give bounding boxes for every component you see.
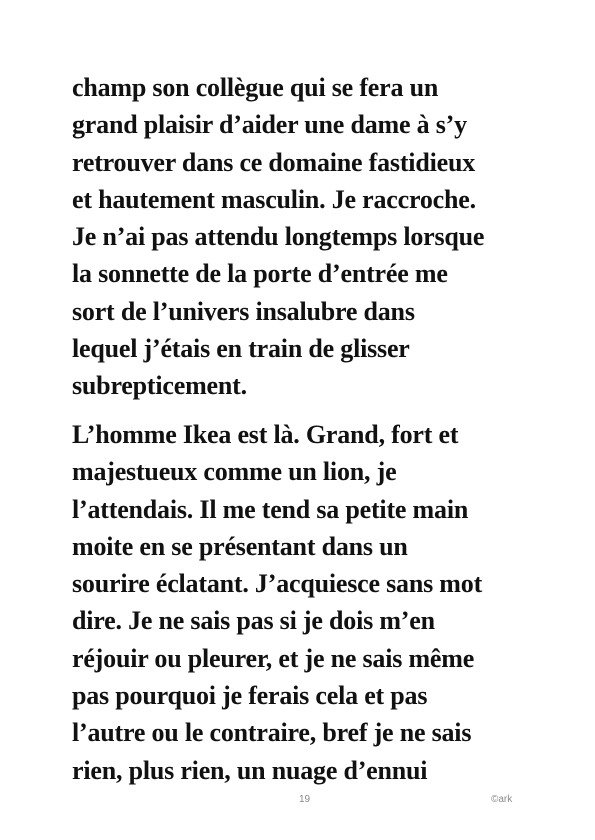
- text-line: sort de l’univers insalubre dans: [72, 296, 415, 326]
- text-line: et hautement masculin. Je raccroche.: [72, 184, 476, 214]
- copyright-mark: ©ark: [491, 794, 513, 805]
- text-line: majestueux comme un lion, je: [72, 457, 397, 487]
- text-line: L’homme Ikea est là. Grand, fort et: [72, 420, 459, 449]
- paragraph-1: [72, 69, 542, 405]
- text-line: Je n’ai pas attendu longtemps lorsque: [72, 222, 485, 252]
- text-line: champ son collègue qui se fera un: [72, 73, 439, 102]
- text-line: pas pourquoi je ferais cela et pas: [72, 681, 428, 711]
- text-line: l’autre ou le contraire, bref je ne sais: [72, 718, 472, 748]
- page-number: 19: [299, 794, 311, 805]
- text-line: l’attendais. Il me tend sa petite main: [72, 494, 469, 524]
- text-line: moite en se présentant dans un: [72, 531, 408, 561]
- text-line: retrouver dans ce domaine fastidieux: [72, 147, 476, 177]
- paragraph-2: [72, 416, 542, 789]
- text-line: grand plaisir d’aider une dame à s’y: [72, 110, 467, 140]
- text-line: réjouir ou pleurer, et je ne sais même: [72, 643, 475, 673]
- text-line: subrepticement.: [72, 371, 247, 401]
- text-line: rien, plus rien, un nuage d’ennui: [72, 755, 428, 785]
- text-line: sourire éclatant. J’acquiesce sans mot: [72, 569, 483, 599]
- text-line: dire. Je ne sais pas si je dois m’en: [72, 606, 435, 636]
- text-line: la sonnette de la porte d’entrée me: [72, 259, 448, 289]
- text-line: lequel j’étais en train de glisser: [72, 334, 410, 364]
